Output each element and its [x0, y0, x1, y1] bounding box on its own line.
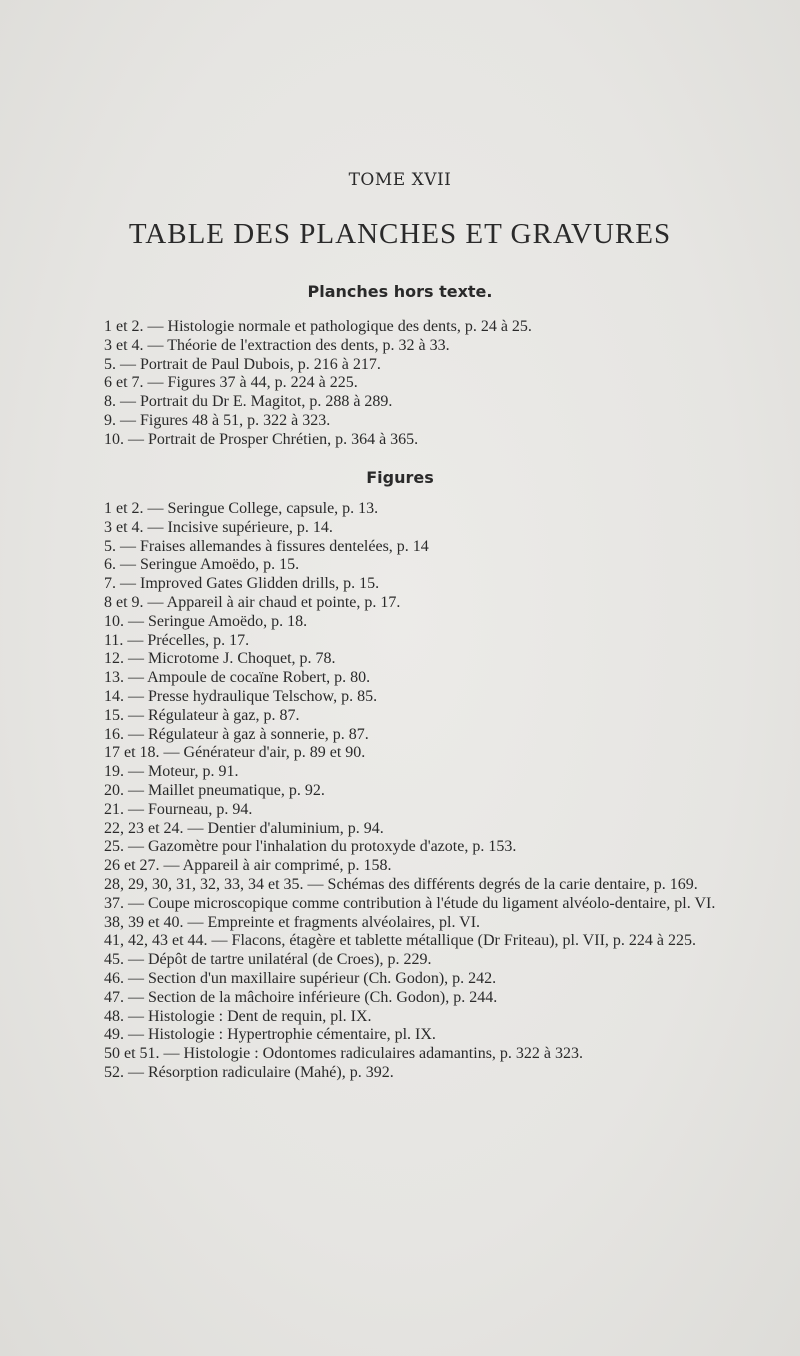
figures-entry: [104, 820, 724, 839]
entry-text: — Histologie : Hypertrophie cémentaire, pl. IX.: [128, 1026, 436, 1044]
entry-number: 3 et 4.: [104, 518, 144, 536]
figures-entry: [104, 876, 724, 895]
figures-entry: [104, 707, 724, 726]
planches-list: [104, 318, 724, 450]
entry-text: — Schémas des différents degrés de la carie dentaire, p. 169.: [307, 875, 698, 893]
figures-entry: [104, 763, 724, 782]
section-title-figures: Figures: [366, 468, 434, 487]
figures-entry: [104, 951, 724, 970]
figures-entry: [104, 650, 724, 669]
entry-text: — Ampoule de cocaïne Robert, p. 80.: [128, 669, 371, 687]
entry-text: — Moteur, p. 91.: [128, 763, 239, 781]
entry-text: — Régulateur à gaz, p. 87.: [128, 706, 300, 724]
entry-text: — Improved Gates Glidden drills, p. 15.: [120, 575, 380, 593]
entry-number: 1 et 2.: [104, 500, 144, 517]
entry-number: 6 et 7.: [104, 374, 144, 392]
entry-text: — Histologie : Dent de requin, pl. IX.: [128, 1007, 372, 1025]
entry-number: 8.: [104, 393, 116, 411]
entry-number: 49.: [104, 1026, 124, 1044]
entry-number: 15.: [104, 706, 124, 724]
entry-text: — Générateur d'air, p. 89 et 90.: [163, 744, 366, 762]
figures-entry: [104, 500, 724, 519]
entry-number: 21.: [104, 800, 124, 818]
entry-number: 10.: [104, 430, 124, 448]
entry-number: 25.: [104, 838, 124, 856]
figures-entry: [104, 838, 724, 857]
entry-text: — Figures 48 à 51, p. 322 à 323.: [120, 411, 331, 429]
entry-number: 9.: [104, 411, 116, 429]
figures-entry: [104, 1008, 724, 1027]
figures-entry: [104, 970, 724, 989]
page-title: TABLE DES PLANCHES ET GRAVURES: [128, 218, 672, 250]
entry-number: 8 et 9.: [104, 593, 144, 611]
tome-label: TOME XVII: [348, 170, 452, 190]
entry-text: — Fourneau, p. 94.: [128, 800, 253, 818]
entry-text: — Section d'un maxillaire supérieur (Ch. Godon), p. 242.: [128, 969, 497, 987]
figures-entry: [104, 857, 724, 876]
entry-number: 7.: [104, 575, 116, 593]
entry-text: — Portrait de Prosper Chrétien, p. 364 à 365.: [128, 430, 419, 448]
entry-text: — Seringue College, capsule, p. 13.: [147, 500, 379, 517]
planches-entry: [104, 356, 724, 375]
figures-entry: [104, 1045, 724, 1064]
entry-text: — Histologie : Odontomes radiculaires adamantins, p. 322 à 323.: [163, 1045, 584, 1063]
figures-entry: [104, 1064, 724, 1083]
entry-number: 3 et 4.: [104, 336, 144, 354]
entry-number: 5.: [104, 355, 116, 373]
figures-entry: [104, 538, 724, 557]
entry-text: — Figures 37 à 44, p. 224 à 225.: [147, 374, 358, 392]
figures-entry: [104, 932, 724, 951]
entry-number: 38, 39 et 40.: [104, 913, 184, 931]
entry-number: 10.: [104, 612, 124, 630]
entry-number: 28, 29, 30, 31, 32, 33, 34 et 35.: [104, 875, 304, 893]
figures-entry: [104, 556, 724, 575]
entry-text: — Flacons, étagère et tablette métallique (Dr Friteau), pl. VII, p. 224 à 225.: [211, 932, 696, 950]
figures-list: [104, 500, 724, 1083]
entry-number: 37.: [104, 894, 124, 912]
entry-number: 17 et 18.: [104, 744, 160, 762]
figures-entry: [104, 613, 724, 632]
entry-text: — Portrait du Dr E. Magitot, p. 288 à 289.: [120, 393, 393, 411]
figures-entry: [104, 519, 724, 538]
entry-text: — Dépôt de tartre unilatéral (de Croes), p. 229.: [128, 951, 432, 969]
entry-text: — Régulateur à gaz à sonnerie, p. 87.: [128, 725, 369, 743]
entry-number: 47.: [104, 988, 124, 1006]
entry-text: — Microtome J. Choquet, p. 78.: [128, 650, 336, 668]
figures-entry: [104, 669, 724, 688]
entry-text: — Dentier d'aluminium, p. 94.: [187, 819, 384, 837]
figures-entry: [104, 782, 724, 801]
planches-entry: [104, 393, 724, 412]
figures-entry: [104, 1026, 724, 1045]
planches-entry: [104, 318, 724, 337]
figures-entry: [104, 989, 724, 1008]
figures-entry: [104, 914, 724, 933]
entry-text: — Théorie de l'extraction des dents, p. 32 à 33.: [147, 336, 450, 354]
entry-number: 11.: [104, 631, 124, 649]
figures-entry: [104, 744, 724, 763]
entry-text: — Résorption radiculaire (Mahé), p. 392.: [128, 1063, 394, 1081]
entry-number: 48.: [104, 1007, 124, 1025]
entry-text: — Incisive supérieure, p. 14.: [147, 518, 333, 536]
entry-number: 41, 42, 43 et 44.: [104, 932, 208, 950]
entry-text: — Appareil à air comprimé, p. 158.: [163, 857, 392, 875]
entry-number: 20.: [104, 781, 124, 799]
entry-text: — Appareil à air chaud et pointe, p. 17.: [147, 593, 401, 611]
entry-number: 6.: [104, 556, 116, 574]
entry-text: — Empreinte et fragments alvéolaires, pl. VI.: [187, 913, 481, 931]
entry-number: 1 et 2.: [104, 318, 144, 335]
entry-text: — Gazomètre pour l'inhalation du protoxyde d'azote, p. 153.: [128, 838, 517, 856]
planches-entry: [104, 412, 724, 431]
entry-text: — Coupe microscopique comme contribution à l'étude du ligament alvéolo-dentaire, pl. VI.: [128, 894, 716, 912]
entry-number: 19.: [104, 763, 124, 781]
figures-entry: [104, 575, 724, 594]
planches-entry: [104, 374, 724, 393]
figures-entry: [104, 895, 724, 914]
figures-entry: [104, 594, 724, 613]
entry-number: 22, 23 et 24.: [104, 819, 184, 837]
entry-number: 26 et 27.: [104, 857, 160, 875]
entry-number: 45.: [104, 951, 124, 969]
entry-text: — Histologie normale et pathologique des dents, p. 24 à 25.: [147, 318, 532, 335]
figures-entry: [104, 726, 724, 745]
entry-text: — Précelles, p. 17.: [127, 631, 250, 649]
planches-entry: [104, 337, 724, 356]
entry-number: 46.: [104, 969, 124, 987]
entry-text: — Seringue Amoëdo, p. 15.: [120, 556, 300, 574]
entry-number: 13.: [104, 669, 124, 687]
figures-entry: [104, 688, 724, 707]
entry-text: — Presse hydraulique Telschow, p. 85.: [128, 687, 378, 705]
entry-number: 12.: [104, 650, 124, 668]
planches-entry: [104, 431, 724, 450]
entry-number: 14.: [104, 687, 124, 705]
section-title-planches: Planches hors texte.: [307, 282, 493, 301]
entry-number: 5.: [104, 537, 116, 555]
entry-text: — Fraises allemandes à fissures dentelées, p. 14: [120, 537, 429, 555]
figures-entry: [104, 801, 724, 820]
entry-text: — Portrait de Paul Dubois, p. 216 à 217.: [120, 355, 381, 373]
entry-number: 52.: [104, 1063, 124, 1081]
entry-text: — Section de la mâchoire inférieure (Ch. Godon), p. 244.: [128, 988, 498, 1006]
entry-number: 16.: [104, 725, 124, 743]
entry-text: — Maillet pneumatique, p. 92.: [128, 781, 325, 799]
figures-entry: [104, 632, 724, 651]
entry-number: 50 et 51.: [104, 1045, 160, 1063]
entry-text: — Seringue Amoëdo, p. 18.: [128, 612, 308, 630]
